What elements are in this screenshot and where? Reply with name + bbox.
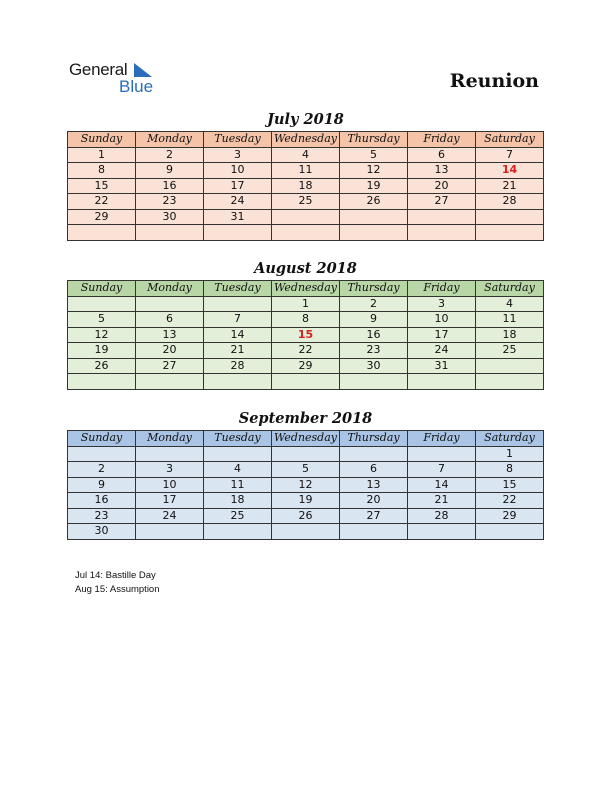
day-cell: 7 [408,462,476,478]
day-cell: 19 [340,178,408,194]
day-cell [204,446,272,462]
day-cell: 21 [408,493,476,509]
day-cell [476,358,544,374]
day-cell: 30 [340,358,408,374]
day-cell [272,209,340,225]
day-cell: 7 [476,147,544,163]
day-cell: 4 [272,147,340,163]
day-cell [204,374,272,390]
weekday-header-wednesday: Wednesday [272,132,340,148]
day-cell: 10 [136,477,204,493]
logo-general-text: General [69,60,128,79]
day-cell: 5 [272,462,340,478]
weekday-header-thursday: Thursday [340,132,408,148]
week-row [68,508,544,524]
day-cell: 19 [68,343,136,359]
day-cell: 26 [68,358,136,374]
day-cell: 14 [408,477,476,493]
day-cell: 21 [476,178,544,194]
week-row [68,477,544,493]
week-row [68,225,544,241]
week-row [68,358,544,374]
day-cell: 10 [204,163,272,179]
day-cell: 17 [204,178,272,194]
day-cell: 3 [136,462,204,478]
day-cell: 16 [136,178,204,194]
day-cell: 23 [68,508,136,524]
day-cell: 28 [408,508,476,524]
day-cell: 9 [136,163,204,179]
weekday-header-tuesday: Tuesday [204,132,272,148]
day-cell: 11 [476,312,544,328]
day-cell: 22 [476,493,544,509]
day-cell: 13 [136,327,204,343]
holiday-item: Jul 14: Bastille Day [75,570,156,581]
logo-blue-text: Blue [119,77,154,96]
day-cell: 3 [408,296,476,312]
day-cell [340,446,408,462]
week-row [68,147,544,163]
day-cell: 8 [272,312,340,328]
weekday-header-thursday: Thursday [340,431,408,447]
weekday-header-saturday: Saturday [476,132,544,148]
day-cell: 23 [340,343,408,359]
month-september [67,410,544,540]
day-cell: 1 [68,147,136,163]
day-cell: 20 [340,493,408,509]
day-cell: 6 [408,147,476,163]
day-cell: 29 [272,358,340,374]
day-cell [340,524,408,540]
day-cell: 27 [408,194,476,210]
day-cell [408,209,476,225]
day-cell: 8 [476,462,544,478]
day-cell: 22 [68,194,136,210]
weekday-header-friday: Friday [408,132,476,148]
day-cell: 15 [272,327,340,343]
day-cell: 25 [476,343,544,359]
day-cell [68,374,136,390]
month-title: August 2018 [254,260,357,277]
calendar-table [67,131,544,241]
day-cell: 22 [272,343,340,359]
weekday-header-saturday: Saturday [476,431,544,447]
day-cell [204,524,272,540]
day-cell: 2 [340,296,408,312]
day-cell: 26 [340,194,408,210]
day-cell [476,524,544,540]
day-cell [408,524,476,540]
day-cell: 15 [476,477,544,493]
day-cell: 12 [340,163,408,179]
day-cell: 9 [340,312,408,328]
week-row [68,493,544,509]
day-cell: 29 [68,209,136,225]
week-row [68,312,544,328]
day-cell [136,296,204,312]
calendar-table [67,280,544,390]
day-cell [68,296,136,312]
day-cell [476,374,544,390]
day-cell: 25 [204,508,272,524]
day-cell: 1 [272,296,340,312]
weekday-header-monday: Monday [136,281,204,297]
day-cell: 28 [204,358,272,374]
day-cell: 9 [68,477,136,493]
day-cell: 17 [408,327,476,343]
weekday-header-wednesday: Wednesday [272,431,340,447]
month-title: September 2018 [238,410,373,427]
week-row [68,374,544,390]
day-cell [204,225,272,241]
day-cell: 21 [204,343,272,359]
day-cell: 28 [476,194,544,210]
day-cell [340,225,408,241]
day-cell: 11 [272,163,340,179]
holiday-list [75,569,160,596]
day-cell: 24 [408,343,476,359]
day-cell [68,225,136,241]
day-cell [136,446,204,462]
day-cell: 18 [476,327,544,343]
day-cell: 29 [476,508,544,524]
day-cell [136,524,204,540]
day-cell: 26 [272,508,340,524]
weekday-header-friday: Friday [408,281,476,297]
day-cell [272,225,340,241]
weekday-header-thursday: Thursday [340,281,408,297]
week-row [68,296,544,312]
day-cell: 8 [68,163,136,179]
day-cell: 30 [136,209,204,225]
day-cell: 1 [476,446,544,462]
day-cell: 20 [408,178,476,194]
day-cell [136,225,204,241]
day-cell: 12 [272,477,340,493]
day-cell: 6 [340,462,408,478]
day-cell [272,446,340,462]
month-july [67,111,544,241]
day-cell [408,374,476,390]
day-cell [476,225,544,241]
day-cell: 2 [136,147,204,163]
weekday-header-tuesday: Tuesday [204,431,272,447]
day-cell: 25 [272,194,340,210]
day-cell: 30 [68,524,136,540]
day-cell: 6 [136,312,204,328]
day-cell: 20 [136,343,204,359]
day-cell: 16 [340,327,408,343]
month-title: July 2018 [267,111,344,128]
region-title: Reunion [449,70,539,92]
month-august [67,260,544,390]
logo-triangle-icon [134,63,152,77]
day-cell: 4 [476,296,544,312]
weekday-header-tuesday: Tuesday [204,281,272,297]
general-blue-logo [69,60,169,98]
weekday-header-sunday: Sunday [68,431,136,447]
day-cell: 13 [408,163,476,179]
week-row [68,462,544,478]
day-cell: 4 [204,462,272,478]
day-cell: 31 [408,358,476,374]
weekday-header-saturday: Saturday [476,281,544,297]
week-row [68,209,544,225]
day-cell: 12 [68,327,136,343]
day-cell: 27 [340,508,408,524]
day-cell [136,374,204,390]
week-row [68,446,544,462]
day-cell: 18 [272,178,340,194]
holiday-item: Aug 15: Assumption [75,583,160,595]
weekday-header-monday: Monday [136,431,204,447]
day-cell [340,374,408,390]
day-cell: 24 [136,508,204,524]
day-cell: 11 [204,477,272,493]
day-cell: 13 [340,477,408,493]
day-cell [476,209,544,225]
day-cell: 17 [136,493,204,509]
day-cell [340,209,408,225]
day-cell: 19 [272,493,340,509]
week-row [68,327,544,343]
day-cell: 14 [476,163,544,179]
day-cell: 31 [204,209,272,225]
day-cell [408,446,476,462]
day-cell: 5 [340,147,408,163]
day-cell: 10 [408,312,476,328]
week-row [68,524,544,540]
day-cell [272,524,340,540]
week-row [68,194,544,210]
day-cell [272,374,340,390]
day-cell: 7 [204,312,272,328]
week-row [68,163,544,179]
day-cell: 27 [136,358,204,374]
day-cell: 23 [136,194,204,210]
day-cell: 2 [68,462,136,478]
day-cell: 14 [204,327,272,343]
day-cell: 3 [204,147,272,163]
day-cell: 16 [68,493,136,509]
day-cell [204,296,272,312]
weekday-header-sunday: Sunday [68,132,136,148]
day-cell [68,446,136,462]
day-cell: 18 [204,493,272,509]
day-cell: 5 [68,312,136,328]
week-row [68,178,544,194]
day-cell: 24 [204,194,272,210]
day-cell [408,225,476,241]
day-cell: 15 [68,178,136,194]
weekday-header-sunday: Sunday [68,281,136,297]
weekday-header-wednesday: Wednesday [272,281,340,297]
weekday-header-friday: Friday [408,431,476,447]
week-row [68,343,544,359]
calendar-table [67,430,544,540]
weekday-header-monday: Monday [136,132,204,148]
